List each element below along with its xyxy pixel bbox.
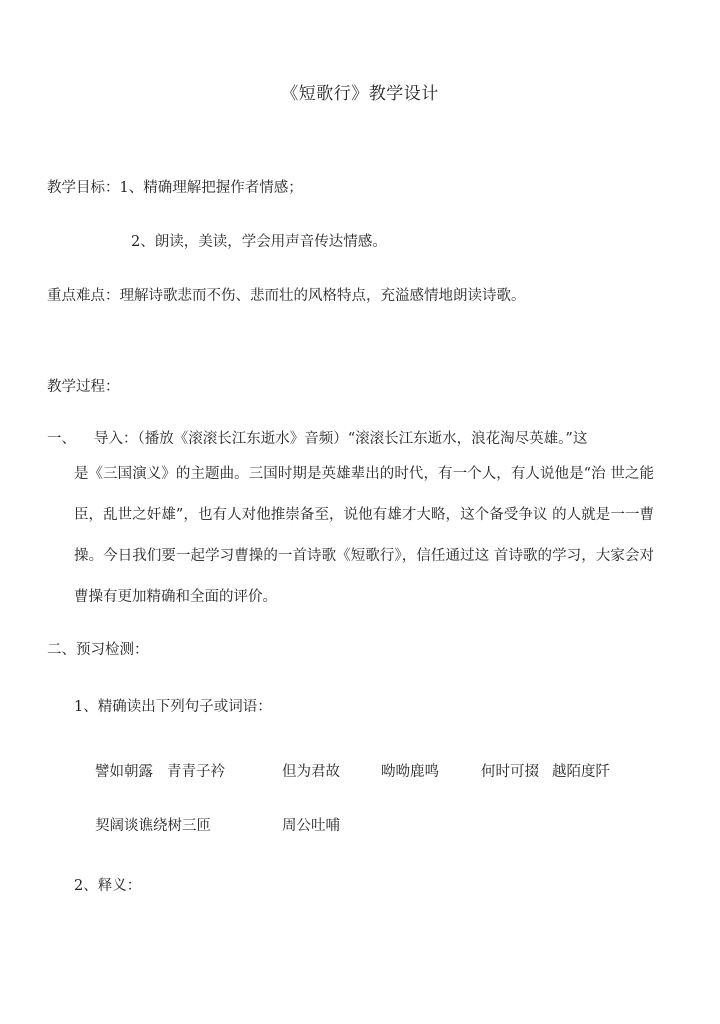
section-2-item-1: 1、精确读出下列句子或词语：	[74, 699, 272, 715]
vocab-word: 越陌度阡	[552, 764, 610, 780]
goal-1: 1、精确理解把握作者情感；	[119, 180, 303, 196]
vocab-word: 周公吐哺	[282, 818, 340, 834]
vocab-word: 但为君故	[282, 764, 340, 780]
key-points: 重点难点：理解诗歌悲而不伤、悲而壮的风格特点，充溢感情地朗读诗歌。	[47, 288, 526, 304]
goal-2: 2、朗读，美读，学会用声音传达情感。	[131, 234, 387, 250]
vocab-word: 何时可掇	[481, 764, 539, 780]
section-2-heading: 二、预习检测：	[47, 642, 149, 658]
section-1-first-line: 导入：（播放《滚滚长江东逝水》音频）“滚滚长江东逝水，浪花淘尽英雄。”这	[94, 431, 588, 447]
section-1-number: 一、	[47, 431, 76, 447]
vocab-row-1	[95, 760, 655, 780]
goals-line	[47, 176, 303, 197]
section-1-body: 是《三国演义》的主题曲。三国时期是英雄辈出的时代，有一个人，有人说他是“治 世之能臣，乱世之奸雄”，也有人对他推崇备至，说他有雄才大略，这个备受争议 的人就是一一曹操。今日我们要一起学习曹操的一首诗歌《短歌行》，信任通过这 首诗歌的学习，大家会对曹操有更加精确和全面的评价。	[74, 466, 654, 605]
section-2-item-2: 2、释义：	[74, 878, 142, 894]
document-title: 《短歌行》教学设计	[281, 84, 439, 104]
vocab-row-2	[95, 814, 655, 834]
process-heading: 教学过程：	[47, 379, 120, 395]
vocab-word: 譬如朝露	[95, 764, 153, 780]
goals-label: 教学目标：	[47, 180, 120, 196]
vocab-word: 契阔谈谯绕树三匝	[95, 818, 211, 834]
vocab-word: 呦呦鹿鸣	[381, 764, 439, 780]
vocab-word: 青青子衿	[167, 764, 225, 780]
